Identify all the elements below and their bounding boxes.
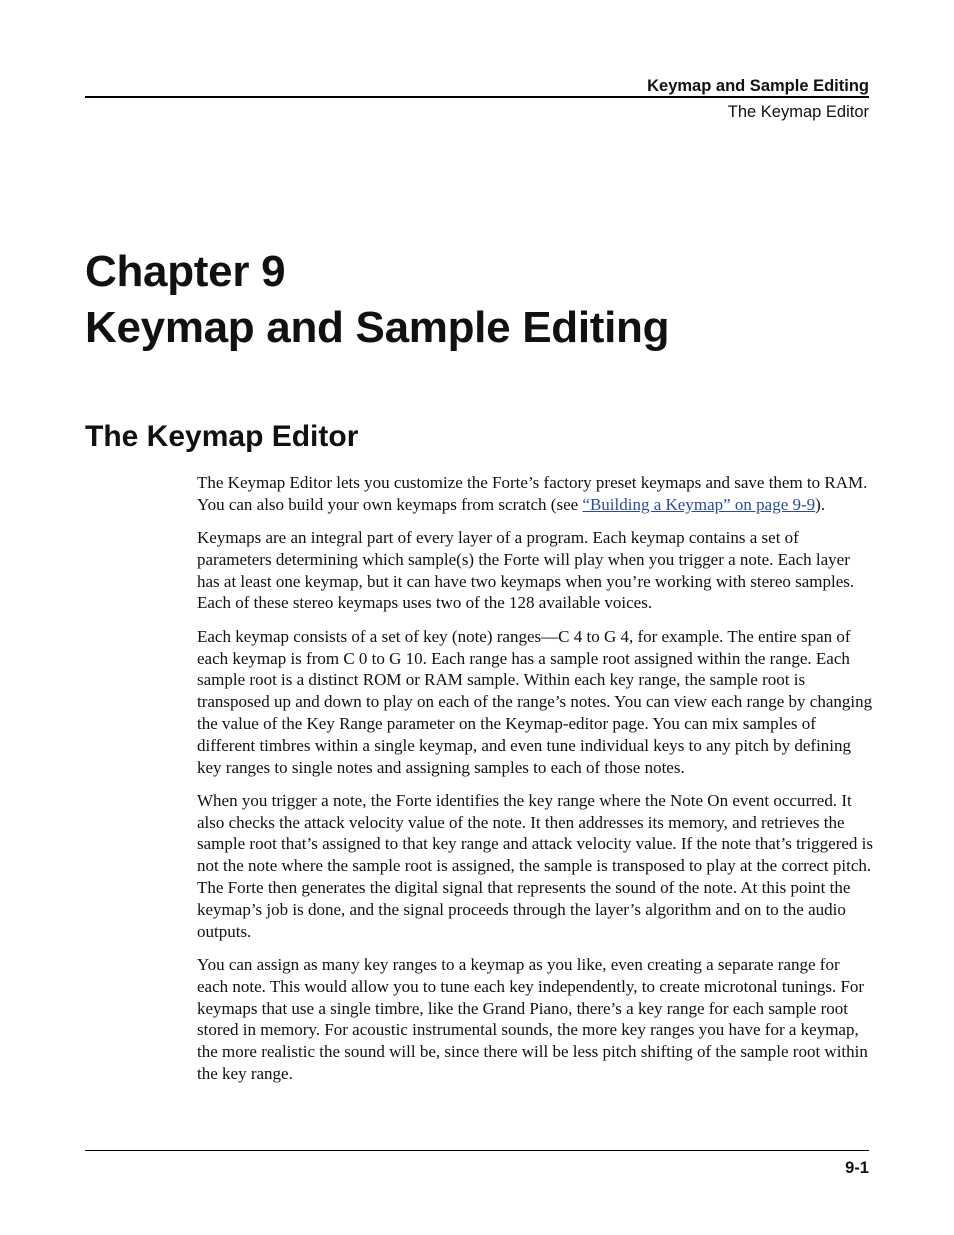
paragraph-1-end: ).	[815, 494, 826, 514]
header-rule	[85, 96, 869, 98]
body-text	[197, 472, 873, 1096]
running-head	[647, 76, 869, 122]
running-head-section: The Keymap Editor	[727, 103, 869, 121]
cross-reference-link[interactable]: “Building a Keymap” on page 9-9	[582, 494, 816, 514]
section-heading: The Keymap Editor	[85, 420, 359, 453]
paragraph-1	[197, 472, 873, 516]
paragraph-3: Each keymap consists of a set of key (note) ranges—C 4 to G 4, for example. The entire span of each keymap is from C 0 to G 10. Each range has a sample root assigned within the range. Each sample root is a distinct ROM or RAM sample. Within each key range, the sample root is transposed up and down to play on each of the range’s notes. You can view each range by changing the value of the Key Range parameter on the Keymap-editor page. You can mix samples of different timbres within a single keymap, and even tune individual keys to any pitch by defining key ranges to single notes and assigning samples to each of those notes.	[197, 626, 873, 777]
running-head-chapter: Keymap and Sample Editing	[647, 77, 869, 95]
page-number: 9-1	[845, 1159, 869, 1177]
paragraph-2: Keymaps are an integral part of every layer of a program. Each keymap contains a set of parameters determining which sample(s) the Forte will play when you trigger a note. Each layer has at least one keymap, but it can have two keymaps when you’re working with stereo samples. Each of these stereo keymaps uses two of the 128 available voices.	[197, 528, 855, 613]
paragraph-5: You can assign as many key ranges to a keymap as you like, even creating a separate range for each note. This would allow you to tune each key independently, to create microtonal tunings. For keymaps that use a single timbre, like the Grand Piano, there’s a key range for each sample root stored in memory. For acoustic instrumental sounds, the more key ranges you have for a keymap, the more realistic the sound will be, since there will be less pitch shifting of the sample root within the key range.	[197, 954, 868, 1083]
paragraph-4: When you trigger a note, the Forte identifies the key range where the Note On event occurred. It also checks the attack velocity value of the note. It then addresses its memory, and retrieves the sample root that’s assigned to that key range and attack velocity value. If the note that’s triggered is not the note where the sample root is assigned, the sample is transposed to play at the correct pitch. The Forte then generates the digital signal that represents the sound of the note. At this point the keymap’s job is done, and the signal proceeds through the layer’s algorithm and on to the audio outputs.	[197, 790, 874, 941]
chapter-title	[85, 244, 669, 356]
chapter-name: Keymap and Sample Editing	[85, 303, 670, 352]
chapter-number: Chapter 9	[85, 247, 286, 296]
footer-rule	[85, 1150, 869, 1151]
paragraph-1-text: The Keymap Editor lets you customize the Forte’s factory preset keymaps and save them to RAM. You can also build your own keymaps from scratch (see	[197, 473, 868, 514]
